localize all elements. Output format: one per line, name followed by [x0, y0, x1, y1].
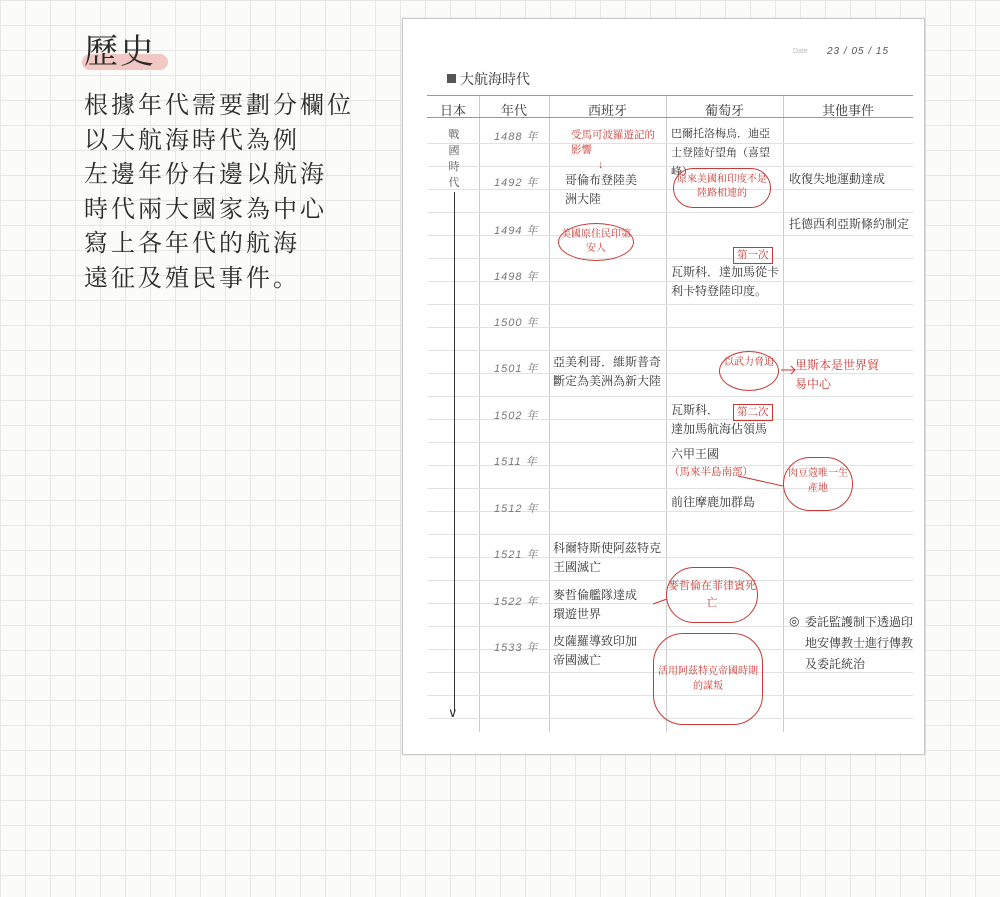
heading-text: 歷史 — [84, 32, 156, 72]
description-line: 根據年代需要劃分欄位 — [84, 91, 354, 119]
other-lisbon: 里斯本是世界貿易中心 — [795, 358, 880, 391]
year-label: 1498 年 — [494, 271, 539, 283]
header-portugal: 葡萄牙 — [704, 103, 744, 118]
spain-aztec: 科爾特斯使阿茲特克王國滅亡 — [553, 541, 662, 574]
columbus-note: 原來美國和印度不是陸路相連的 — [673, 168, 771, 208]
year-label: 1522 年 — [494, 596, 539, 608]
connector-arrows — [403, 19, 924, 754]
down-arrow-icon: ↓ — [598, 159, 604, 171]
japan-period: 戰國時代 — [448, 129, 460, 189]
year-label: 1501 年 — [494, 363, 539, 375]
year-label: 1502 年 — [494, 410, 539, 422]
other-jesuit: 委託監護制下透過印地安傳教士進行傳教及委託統治 — [805, 615, 914, 671]
description — [84, 88, 354, 295]
year-label: 1512 年 — [494, 503, 539, 515]
year-label: 1492 年 — [494, 177, 539, 189]
jesuit-mark: ◎ — [789, 614, 800, 628]
description-line: 寫上各年代的航海 — [84, 229, 300, 257]
header-year: 年代 — [500, 103, 527, 118]
portugal-gama-1502: 瓦斯科． — [671, 403, 720, 417]
header-japan: 日本 — [439, 103, 466, 118]
description-line: 時代兩大國家為中心 — [84, 194, 327, 223]
malacca-note: （馬來半島南部） — [669, 466, 753, 478]
section-heading — [84, 24, 156, 73]
header-other: 其他事件 — [821, 103, 874, 118]
magellan-note: 麥哲倫在菲律賓死亡 — [666, 567, 758, 623]
incan-note: 活用阿茲特克帝國時期的謀叛 — [653, 633, 763, 725]
description-line: 左邊年份右邊以航海 — [84, 160, 327, 188]
spain-amerigo: 亞美利哥．維斯普奇斷定為美洲為新大陸 — [553, 355, 662, 388]
notebook-title: 大航海時代 — [460, 71, 530, 87]
year-label: 1488 年 — [494, 131, 539, 143]
date-value: 23 / 05 / 15 — [827, 46, 890, 57]
year-label: 1511 年 — [494, 456, 538, 468]
year-label: 1521 年 — [494, 549, 539, 561]
portugal-moluccas: 前往摩鹿加群島 — [671, 495, 756, 509]
year-label: 1533 年 — [494, 642, 539, 654]
portugal-dias: 巴爾托洛梅烏．迪亞士登陸好望角（喜望峰） — [671, 128, 770, 178]
portugal-malacca: 六甲王國 — [671, 447, 720, 461]
nutmeg-note: 肉豆蔻唯一生產地 — [783, 457, 853, 511]
year-label: 1500 年 — [494, 317, 539, 329]
polo-note: 受馬可波羅遊記的影響 — [571, 129, 655, 156]
second-voyage-label: 第二次 — [733, 404, 773, 421]
date-label: Date — [793, 48, 808, 55]
header-spain: 西班牙 — [587, 103, 627, 118]
description-line: 以大航海時代為例 — [84, 125, 300, 154]
native-note: 美國原住民印第安人 — [558, 223, 634, 261]
first-voyage-label: 第一次 — [733, 247, 773, 264]
other-tordesillas: 托德西利亞斯條約制定 — [789, 217, 910, 231]
notebook-page — [402, 18, 925, 755]
portugal-gama-1502-b: 達加馬航海佔領馬 — [671, 422, 768, 436]
spain-magellan: 麥哲倫艦隊達成環遊世界 — [553, 588, 638, 621]
portugal-gama-1498: 瓦斯科．達加馬從卡利卡特登陸印度。 — [671, 265, 780, 298]
other-reconquista: 收復失地運動達成 — [789, 172, 886, 186]
timeline-arrow-icon: ∨ — [448, 705, 458, 720]
spain-pizarro: 皮薩羅導致印加帝國滅亡 — [553, 634, 638, 667]
force-note: 以武力脅迫 — [719, 351, 779, 391]
spain-columbus: 哥倫布登陸美洲大陸 — [565, 173, 638, 206]
year-label: 1494 年 — [494, 225, 539, 237]
description-line: 遠征及殖民事件。 — [84, 263, 300, 292]
